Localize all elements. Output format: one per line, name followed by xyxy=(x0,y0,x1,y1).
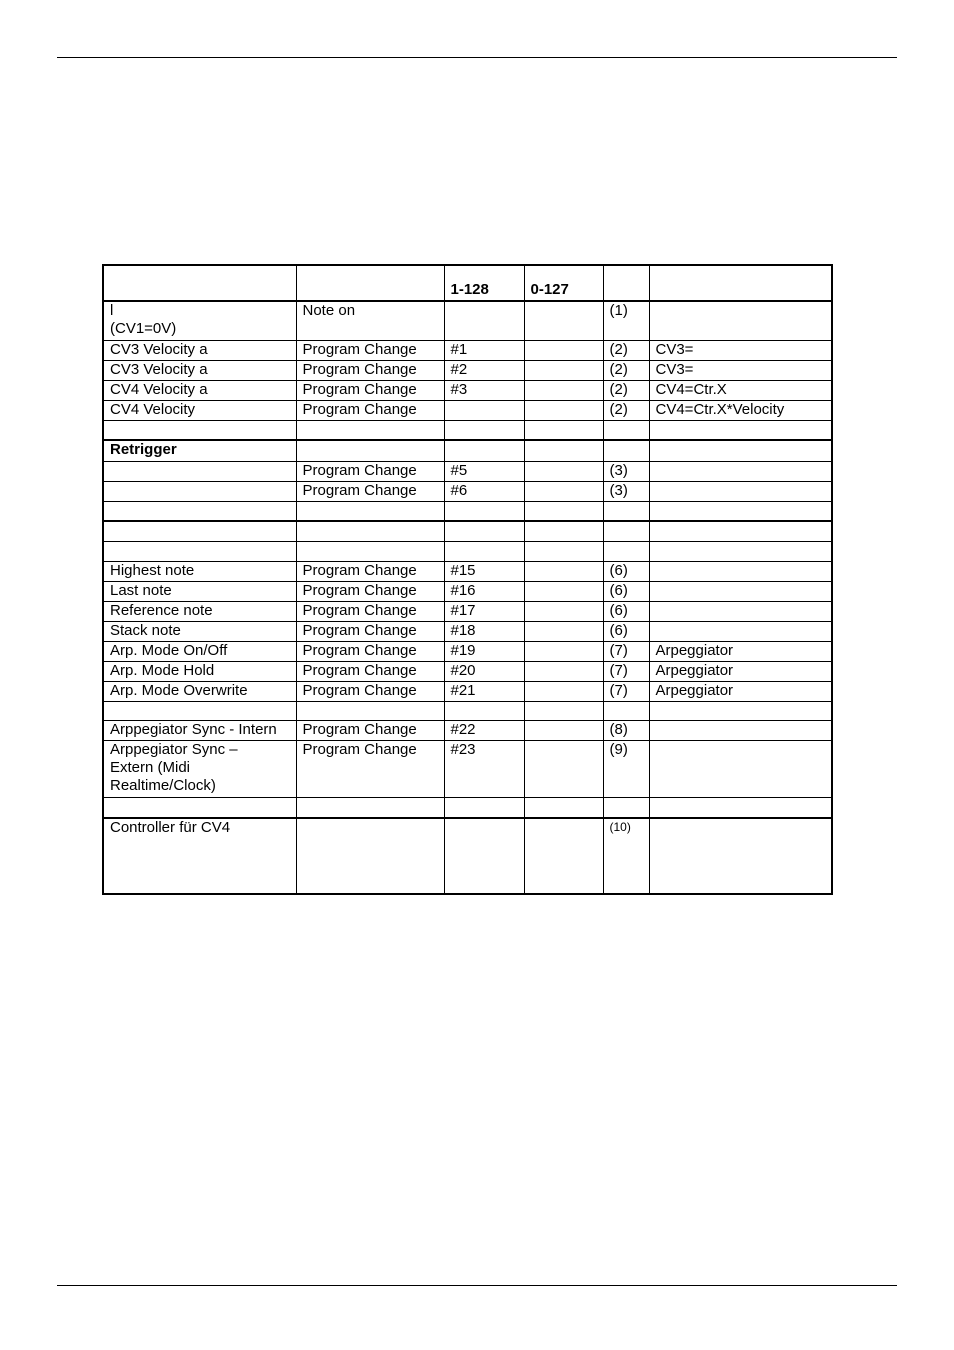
number-cell: #21 xyxy=(444,681,524,701)
remark-cell xyxy=(649,581,832,601)
message-cell xyxy=(296,701,444,720)
number-cell xyxy=(444,301,524,340)
table-row xyxy=(103,581,832,601)
message-cell: Program Change xyxy=(296,621,444,641)
function-cell: CV3 Velocity a xyxy=(103,340,296,360)
function-cell: Controller für CV4 xyxy=(103,818,296,894)
message-cell: Program Change xyxy=(296,481,444,501)
note-ref-cell: (7) xyxy=(603,641,649,661)
remark-cell xyxy=(649,461,832,481)
note-ref-cell: (7) xyxy=(603,681,649,701)
table-row xyxy=(103,380,832,400)
message-cell: Program Change xyxy=(296,380,444,400)
number-cell xyxy=(444,797,524,818)
number-cell xyxy=(444,521,524,541)
table-row xyxy=(103,797,832,818)
remark-cell: Arpeggiator xyxy=(649,641,832,661)
remark-cell xyxy=(649,797,832,818)
function-cell: CV4 Velocity xyxy=(103,400,296,420)
table-row xyxy=(103,521,832,541)
number-cell: #23 xyxy=(444,740,524,797)
value-cell xyxy=(524,581,603,601)
note-ref-cell: (2) xyxy=(603,380,649,400)
table-row xyxy=(103,400,832,420)
function-cell: Stack note xyxy=(103,621,296,641)
message-cell: Program Change xyxy=(296,601,444,621)
remark-cell xyxy=(649,601,832,621)
table-row xyxy=(103,501,832,521)
table-row xyxy=(103,740,832,797)
table-row xyxy=(103,340,832,360)
note-ref-cell: (2) xyxy=(603,340,649,360)
note-ref-cell: (3) xyxy=(603,461,649,481)
value-cell xyxy=(524,400,603,420)
number-cell xyxy=(444,541,524,561)
number-cell xyxy=(444,440,524,461)
midi-implementation-table xyxy=(102,264,833,895)
message-cell: Program Change xyxy=(296,641,444,661)
remark-cell xyxy=(649,501,832,521)
value-cell xyxy=(524,501,603,521)
header-remark-cell xyxy=(649,265,832,301)
function-cell xyxy=(103,701,296,720)
function-cell: l (CV1=0V) xyxy=(103,301,296,340)
table-row xyxy=(103,818,832,894)
function-cell xyxy=(103,461,296,481)
note-ref-cell xyxy=(603,521,649,541)
remark-cell xyxy=(649,621,832,641)
number-cell: #20 xyxy=(444,661,524,681)
message-cell xyxy=(296,440,444,461)
function-cell: Reference note xyxy=(103,601,296,621)
value-cell xyxy=(524,481,603,501)
value-cell xyxy=(524,661,603,681)
message-cell: Program Change xyxy=(296,461,444,481)
note-ref-cell: (6) xyxy=(603,581,649,601)
number-cell: #17 xyxy=(444,601,524,621)
function-cell: CV3 Velocity a xyxy=(103,360,296,380)
value-cell xyxy=(524,740,603,797)
remark-cell xyxy=(649,561,832,581)
table-row xyxy=(103,681,832,701)
value-cell xyxy=(524,601,603,621)
value-cell xyxy=(524,681,603,701)
number-cell: #15 xyxy=(444,561,524,581)
message-cell: Program Change xyxy=(296,720,444,740)
value-cell xyxy=(524,621,603,641)
remark-cell: Arpeggiator xyxy=(649,681,832,701)
number-cell: #22 xyxy=(444,720,524,740)
header-function-cell xyxy=(103,265,296,301)
remark-cell: CV4=Ctr.X*Velocity xyxy=(649,400,832,420)
header-number-cell: 1-128 xyxy=(444,265,524,301)
function-cell: Arp. Mode On/Off xyxy=(103,641,296,661)
message-cell: Program Change xyxy=(296,561,444,581)
function-cell xyxy=(103,420,296,440)
message-cell: Program Change xyxy=(296,400,444,420)
note-ref-cell xyxy=(603,701,649,720)
number-cell xyxy=(444,818,524,894)
number-cell xyxy=(444,701,524,720)
function-cell xyxy=(103,541,296,561)
value-cell xyxy=(524,301,603,340)
remark-cell: Arpeggiator xyxy=(649,661,832,681)
remark-cell xyxy=(649,301,832,340)
number-cell: #19 xyxy=(444,641,524,661)
remark-cell: CV4=Ctr.X xyxy=(649,380,832,400)
number-cell: #16 xyxy=(444,581,524,601)
table-row xyxy=(103,641,832,661)
table-row xyxy=(103,301,832,340)
function-cell: Last note xyxy=(103,581,296,601)
number-cell: #5 xyxy=(444,461,524,481)
note-ref-cell xyxy=(603,420,649,440)
remark-cell xyxy=(649,701,832,720)
remark-cell xyxy=(649,521,832,541)
function-cell: Arp. Mode Overwrite xyxy=(103,681,296,701)
note-ref-cell: (8) xyxy=(603,720,649,740)
note-ref-cell xyxy=(603,501,649,521)
note-ref-cell: (9) xyxy=(603,740,649,797)
table-row xyxy=(103,461,832,481)
note-ref-cell: (6) xyxy=(603,561,649,581)
function-cell: Highest note xyxy=(103,561,296,581)
table-row xyxy=(103,541,832,561)
message-cell xyxy=(296,501,444,521)
footer-rule xyxy=(57,1285,897,1286)
function-cell: Retrigger xyxy=(103,440,296,461)
table-row xyxy=(103,420,832,440)
message-cell: Program Change xyxy=(296,360,444,380)
header-value-cell: 0-127 xyxy=(524,265,603,301)
table-row xyxy=(103,661,832,681)
note-ref-cell: (10) xyxy=(603,818,649,894)
value-cell xyxy=(524,340,603,360)
message-cell xyxy=(296,420,444,440)
table-row xyxy=(103,561,832,581)
note-ref-cell: (1) xyxy=(603,301,649,340)
remark-cell: CV3= xyxy=(649,360,832,380)
note-ref-cell xyxy=(603,541,649,561)
remark-cell xyxy=(649,818,832,894)
value-cell xyxy=(524,380,603,400)
value-cell xyxy=(524,360,603,380)
remark-cell xyxy=(649,420,832,440)
value-cell xyxy=(524,818,603,894)
note-ref-cell: (6) xyxy=(603,601,649,621)
number-cell: #3 xyxy=(444,380,524,400)
value-cell xyxy=(524,541,603,561)
value-cell xyxy=(524,440,603,461)
number-cell: #1 xyxy=(444,340,524,360)
function-cell: Arppegiator Sync – Extern (Midi Realtime/Clock) xyxy=(103,740,296,797)
message-cell: Program Change xyxy=(296,740,444,797)
message-cell: Program Change xyxy=(296,661,444,681)
message-cell xyxy=(296,541,444,561)
function-cell xyxy=(103,797,296,818)
message-cell xyxy=(296,521,444,541)
table-row xyxy=(103,621,832,641)
value-cell xyxy=(524,720,603,740)
value-cell xyxy=(524,641,603,661)
function-cell xyxy=(103,481,296,501)
table-row xyxy=(103,720,832,740)
number-cell: #18 xyxy=(444,621,524,641)
table-row xyxy=(103,701,832,720)
value-cell xyxy=(524,521,603,541)
function-cell: CV4 Velocity a xyxy=(103,380,296,400)
table-row xyxy=(103,360,832,380)
number-cell: #6 xyxy=(444,481,524,501)
number-cell xyxy=(444,501,524,521)
table-row xyxy=(103,601,832,621)
function-cell: Arp. Mode Hold xyxy=(103,661,296,681)
value-cell xyxy=(524,701,603,720)
remark-cell xyxy=(649,740,832,797)
note-ref-cell: (6) xyxy=(603,621,649,641)
table-row xyxy=(103,481,832,501)
number-cell xyxy=(444,400,524,420)
header-rule xyxy=(57,57,897,58)
note-ref-cell xyxy=(603,440,649,461)
table-header-row xyxy=(103,265,832,301)
function-cell: Arppegiator Sync - Intern xyxy=(103,720,296,740)
remark-cell xyxy=(649,481,832,501)
table-row xyxy=(103,440,832,461)
note-ref-cell: (2) xyxy=(603,400,649,420)
value-cell xyxy=(524,561,603,581)
number-cell xyxy=(444,420,524,440)
note-ref-cell: (7) xyxy=(603,661,649,681)
remark-cell: CV3= xyxy=(649,340,832,360)
note-ref-cell: (3) xyxy=(603,481,649,501)
message-cell xyxy=(296,818,444,894)
value-cell xyxy=(524,461,603,481)
message-cell: Program Change xyxy=(296,340,444,360)
note-ref-cell: (2) xyxy=(603,360,649,380)
remark-cell xyxy=(649,541,832,561)
value-cell xyxy=(524,797,603,818)
message-cell xyxy=(296,797,444,818)
value-cell xyxy=(524,420,603,440)
remark-cell xyxy=(649,720,832,740)
remark-cell xyxy=(649,440,832,461)
function-cell xyxy=(103,521,296,541)
function-cell xyxy=(103,501,296,521)
message-cell: Program Change xyxy=(296,581,444,601)
header-note-ref-cell xyxy=(603,265,649,301)
header-message-cell xyxy=(296,265,444,301)
note-ref-cell xyxy=(603,797,649,818)
message-cell: Note on xyxy=(296,301,444,340)
number-cell: #2 xyxy=(444,360,524,380)
message-cell: Program Change xyxy=(296,681,444,701)
